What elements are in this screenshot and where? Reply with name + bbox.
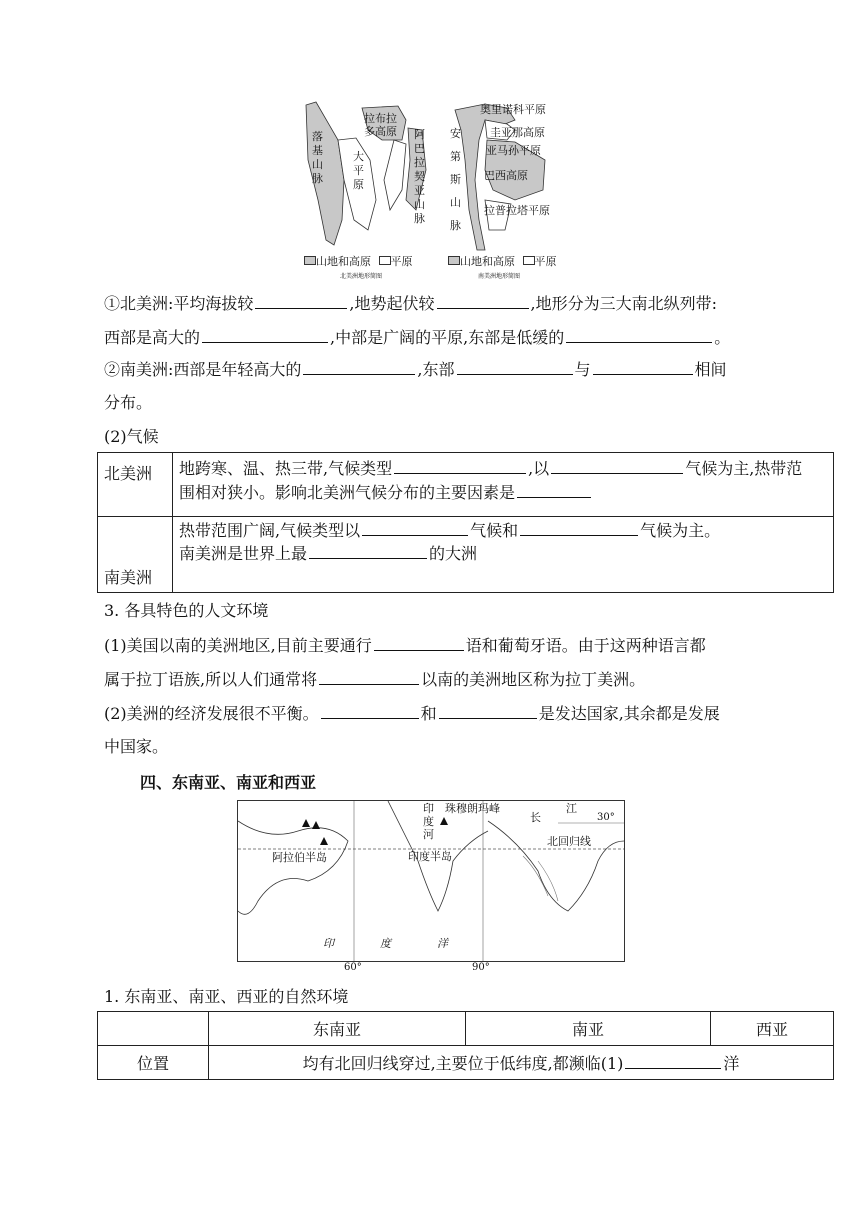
lat30-label: 30° [597, 812, 615, 823]
climate-table [97, 452, 834, 593]
text: 相间 [694, 360, 727, 379]
region-cell: 北美洲 [98, 453, 173, 517]
answer-blank[interactable] [303, 358, 415, 375]
section4-subheading: 1. 东南亚、南亚、西亚的自然环境 [104, 987, 349, 1006]
answer-blank[interactable] [625, 1052, 721, 1069]
header-cell: 南亚 [466, 1012, 711, 1046]
sa-terrain-line-1 [104, 358, 727, 381]
human-line-2 [104, 668, 645, 691]
amazon-label: 亚马孙平原 [486, 144, 541, 157]
text: 地跨寒、温、热三带,气候类型 [179, 459, 393, 478]
text: 的大洲 [429, 544, 478, 563]
text: ,以 [528, 459, 550, 478]
text: ,中部是广阔的平原,东部是低缓的 [330, 328, 565, 347]
answer-blank[interactable] [437, 292, 529, 309]
table-row [98, 517, 834, 593]
ocean-label-2: 度 [380, 937, 391, 950]
asia-label-he: 河 [423, 828, 434, 841]
sa-caption: 南美洲地形简图 [478, 273, 521, 280]
na-terrain-line-1 [104, 292, 717, 315]
rocky-label: 落基山脉 [312, 130, 323, 185]
sa-legend [448, 253, 557, 269]
mountain-legend-swatch [304, 256, 316, 265]
answer-blank[interactable] [309, 542, 427, 559]
mountain-legend-label: 山地和高原 [316, 255, 371, 268]
lon90-label: 90° [472, 962, 490, 973]
answer-blank[interactable] [362, 519, 468, 536]
answer-blank[interactable] [321, 702, 419, 719]
text: ②南美洲:西部是年轻高大的 [104, 360, 302, 379]
human-heading: 3. 各具特色的人文环境 [104, 601, 269, 620]
tropic-label: 北回归线 [547, 835, 591, 848]
answer-blank[interactable] [457, 358, 573, 375]
mountain-legend-label: 山地和高原 [460, 255, 515, 268]
na-caption: 北美洲地形简图 [340, 273, 383, 280]
na-legend [304, 253, 413, 269]
region-cell: 南美洲 [98, 517, 173, 593]
human-line-3 [104, 702, 720, 725]
text: ,地势起伏较 [349, 294, 435, 313]
text: 以南的美洲地区称为拉丁美洲。 [421, 670, 646, 689]
header-cell [98, 1012, 209, 1046]
text: 。 [714, 328, 731, 347]
text: ,地形分为三大南北纵列带: [530, 294, 717, 313]
header-cell: 东南亚 [209, 1012, 466, 1046]
text: ①北美洲:平均海拔较 [104, 294, 254, 313]
text: ,东部 [417, 360, 455, 379]
andes-label: 安第斯山脉 [450, 127, 461, 232]
text: 洋 [723, 1054, 740, 1073]
section4-heading: 四、东南亚、南亚和西亚 [140, 773, 317, 792]
india-peninsula-label: 印度半岛 [408, 850, 452, 863]
text: (1)美国以南的美洲地区,目前主要通行 [104, 636, 372, 655]
text: 气候为主。 [640, 521, 721, 540]
text: 属于拉丁语族,所以人们通常将 [104, 670, 318, 689]
table-row [98, 1012, 834, 1046]
na-terrain-line-2 [104, 326, 730, 349]
asia-label-yin: 印 [423, 802, 434, 815]
asia-label-du: 度 [423, 815, 434, 828]
answer-blank[interactable] [202, 326, 328, 343]
text: 热带范围广阔,气候类型以 [179, 521, 361, 540]
labrador-label: 拉布拉多高原 [364, 112, 397, 138]
text: 气候为主,热带范 [685, 459, 803, 478]
answer-blank[interactable] [593, 358, 693, 375]
header-cell: 西亚 [711, 1012, 834, 1046]
asia-label-chang: 长 [530, 811, 541, 824]
table-row [98, 1046, 834, 1080]
answer-blank[interactable] [566, 326, 712, 343]
ocean-label-3: 洋 [437, 937, 448, 950]
text: 是发达国家,其余都是发展 [538, 704, 720, 723]
text: 围相对狭小。影响北美洲气候分布的主要因素是 [179, 483, 516, 502]
ocean-label-1: 印 [323, 937, 334, 950]
sa-terrain-line-2: 分布。 [104, 393, 153, 412]
human-line-1 [104, 634, 706, 657]
mountain-legend-swatch [448, 256, 460, 265]
text: (2)美洲的经济发展很不平衡。 [104, 704, 319, 723]
region-table [97, 1011, 834, 1080]
row-label-cell: 位置 [98, 1046, 209, 1080]
text: 语和葡萄牙语。由于这两种语言都 [465, 636, 706, 655]
answer-blank[interactable] [319, 668, 419, 685]
answer-blank[interactable] [394, 457, 526, 474]
asia-label-jiang: 江 [566, 802, 577, 815]
brazil-label: 巴西高原 [484, 169, 528, 182]
content-cell [173, 453, 834, 517]
plain-legend-label: 平原 [534, 255, 557, 268]
table-row [98, 453, 834, 517]
location-cell [209, 1046, 834, 1080]
appalachian-label: 阿巴拉契亚山脉 [414, 128, 425, 225]
plain-legend-label: 平原 [390, 255, 413, 268]
climate-heading: (2)气候 [104, 427, 159, 446]
answer-blank[interactable] [374, 634, 464, 651]
lon60-label: 60° [344, 962, 362, 973]
plain-label: 大平原 [353, 150, 364, 191]
everest-label: 珠穆朗玛峰 [445, 802, 500, 815]
text: 均有北回归线穿过,主要位于低纬度,都濒临(1) [302, 1054, 624, 1073]
answer-blank[interactable] [517, 481, 591, 498]
answer-blank[interactable] [255, 292, 347, 309]
human-line-4: 中国家。 [104, 737, 169, 756]
guiana-label: 圭亚那高原 [490, 126, 545, 139]
text: 和 [420, 704, 437, 723]
content-cell [173, 517, 834, 593]
text: 南美洲是世界上最 [179, 544, 308, 563]
answer-blank[interactable] [520, 519, 638, 536]
orinoco-label: 奥里诺科平原 [480, 103, 546, 116]
answer-blank[interactable] [439, 702, 537, 719]
plain-legend-swatch [379, 256, 391, 265]
plain-legend-swatch [523, 256, 535, 265]
laplata-label: 拉普拉塔平原 [484, 204, 550, 217]
text: 气候和 [470, 521, 519, 540]
text: 与 [574, 360, 591, 379]
arabia-label: 阿拉伯半岛 [272, 851, 327, 864]
text: 西部是高大的 [104, 328, 201, 347]
answer-blank[interactable] [551, 457, 683, 474]
